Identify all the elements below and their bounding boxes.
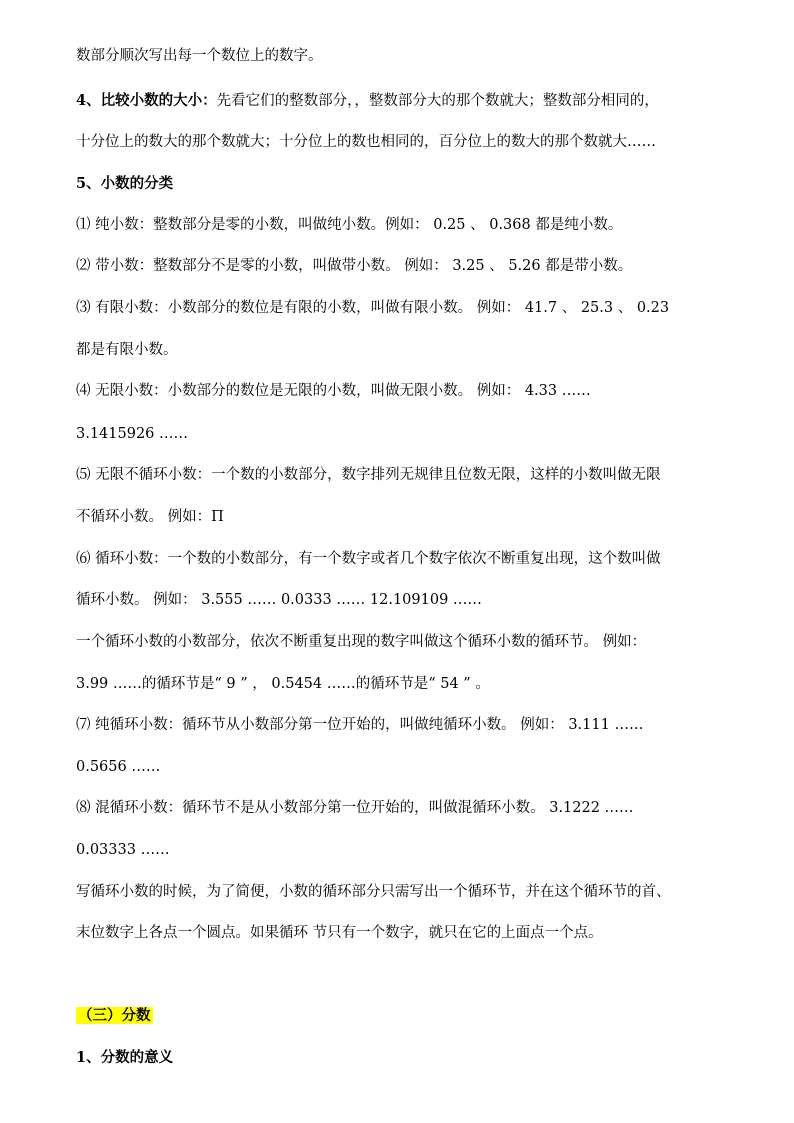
highlighted-heading: （三）分数: [78, 1007, 151, 1024]
text-line: ⑻ 混循环小数：循环节不是从小数部分第一位开始的，叫做混循环小数。 3.1222 ……: [76, 800, 634, 816]
section-title: [76, 1006, 153, 1026]
text-line: ⑷ 无限小数：小数部分的数位是无限的小数，叫做无限小数。 例如： 4.33 ……: [76, 383, 591, 399]
text-line: 循环小数。 例如： 3.555 …… 0.0333 …… 12.109109 ……: [76, 592, 482, 608]
text-line: ⑴ 纯小数：整数部分是零的小数，叫做纯小数。例如： 0.25 、 0.368 都是纯小数。: [76, 217, 623, 233]
text-line: 0.03333 ……: [76, 842, 170, 858]
text-line: 不循环小数。 例如：Π: [76, 509, 224, 525]
text-line: 数部分顺次写出每一个数位上的数字。: [76, 48, 323, 64]
text-span: 先看它们的整数部分，，整数部分大的那个数就大；整数部分相同的，: [216, 93, 659, 109]
text-line: 一个循环小数的小数部分，依次不断重复出现的数字叫做这个循环小数的循环节。 例如：: [76, 634, 647, 650]
text-line: ⑶ 有限小数：小数部分的数位是有限的小数，叫做有限小数。 例如： 41.7 、 25.3 、 0.23: [76, 300, 670, 316]
text-line: 3.1415926 ……: [76, 426, 189, 442]
section-heading: 4、比较小数的大小：: [76, 92, 217, 109]
text-line: ⑺ 纯循环小数：循环节从小数部分第一位开始的，叫做纯循环小数。 例如： 3.111 ……: [76, 717, 644, 733]
text-line: 3.99 ……的循环节是“ 9 ” ， 0.5454 ……的循环节是“ 54 ” 。: [76, 676, 490, 692]
text-line: 十分位上的数大的那个数就大；十分位上的数也相同的，百分位上的数大的那个数就大……: [76, 134, 656, 150]
text-line: 写循环小数的时候，为了简便，小数的循环部分只需写出一个循环节，并在这个循环节的首、: [76, 884, 671, 900]
text-line: ⑸ 无限不循环小数：一个数的小数部分，数字排列无规律且位数无限，这样的小数叫做无限: [76, 467, 661, 483]
text-line: ⑵ 带小数：整数部分不是零的小数，叫做带小数。 例如： 3.25 、 5.26 都是带小数。: [76, 258, 633, 274]
text-line: 0.5656 ……: [76, 759, 161, 775]
text-line: 都是有限小数。: [76, 342, 178, 358]
section-heading: 5、小数的分类: [76, 175, 174, 192]
text-line: [76, 91, 659, 111]
text-line: 末位数字上各点一个圆点。如果循环 节只有一个数字，就只在它的上面点一个点。: [76, 925, 603, 941]
text-line: ⑹ 循环小数：一个数的小数部分，有一个数字或者几个数字依次不断重复出现，这个数叫做: [76, 551, 661, 567]
section-heading: 1、分数的意义: [76, 1049, 174, 1066]
